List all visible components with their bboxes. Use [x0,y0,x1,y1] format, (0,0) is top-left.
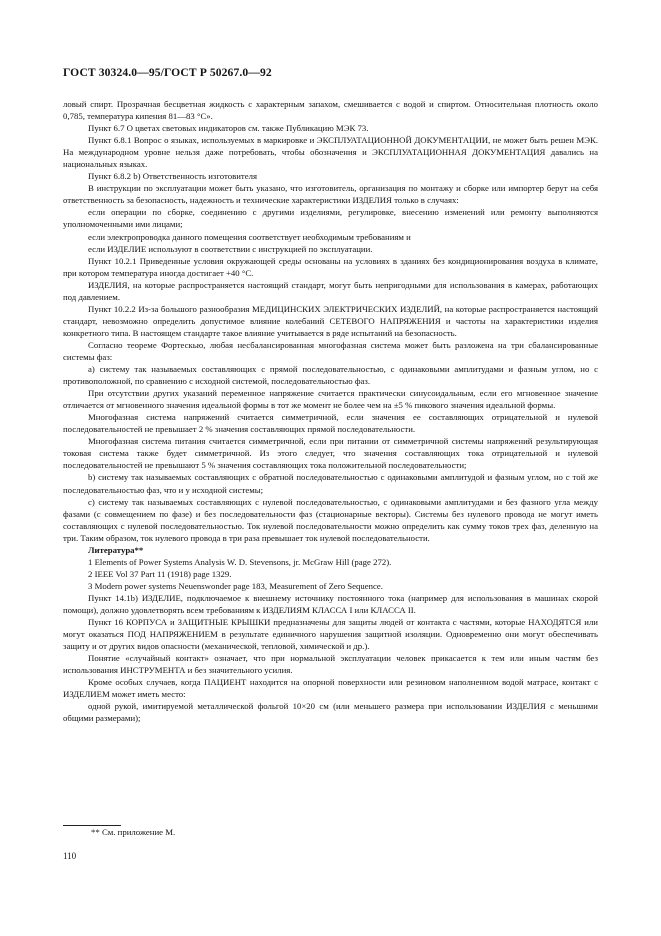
paragraph: а) систему так называемых составляющих с прямой последовательностью, с одинаковыми амплитудами и фазным углом, но с противоположной, по сравнению с исходной системой, последовательностью фаз. [63,364,598,387]
paragraph: если электропроводка данного помещения соответствует необходимым требованиям и [88,231,411,242]
paragraph: 2 IEEE Vol 37 Part 11 (1918) page 1329. [88,568,232,579]
paragraph: одной рукой, имитируемой металлической фольгой 10×20 см (или меньшего размера при использовании ИЗДЕЛИЯ с меньшими общими размерами); [63,701,598,724]
footnote: ** См. приложение М. [91,827,176,837]
paragraph: Литература** [88,544,144,555]
paragraph: ИЗДЕЛИЯ, на которые распространяется настоящий стандарт, могут быть непригодными для использования в камерах, работающих под давлением. [63,279,598,302]
paragraph: Пункт 10.2.1 Приведенные условия окружающей среды основаны на условиях в зданиях без кондиционирования воздуха в климате, при котором температура иногда достигает +40 °С. [63,255,598,278]
paragraph: Пункт 6.8.2 b) Ответственность изготовителя [88,171,258,182]
paragraph: Пункт 6.7 О цветах световых индикаторов см. также Публикацию МЭК 73. [88,123,369,134]
paragraph: если операции по сборке, соединению с другими изделиями, регулировке, внесению изменений или ремонту выполняются уполномоченными ими лицами; [63,207,598,230]
body-text [63,98,598,724]
paragraph: В инструкции по эксплуатации может быть указано, что изготовитель, организация по монтажу и сборке или импортер берут на себя ответственность за безопасность, надежность и технические характеристики ИЗДЕЛИЯ только в случаях: [63,183,598,206]
paragraph: Кроме особых случаев, когда ПАЦИЕНТ находится на опорной поверхности или резиновом наполненном водой матрасе, контакт с ИЗДЕЛИЕМ может иметь место: [63,677,598,700]
page-number: 110 [63,851,77,861]
paragraph: При отсутствии других указаний переменное напряжение считается практически синусоидальным, если его мгновенное значение отличается от мгновенного значения идеальной формы в тот же момент не более чем на ±5 % пикового значения идеальной формы. [63,388,598,411]
paragraph: Пункт 14.1b) ИЗДЕЛИЕ, подключаемое к внешнему источнику постоянного тока (например для использования в машинах скорой помощи), должно удовлетворять всем требованиям к ИЗДЕЛИЯМ КЛАССА I или КЛАССА II. [63,592,598,615]
paragraph: с) систему так называемых составляющих с нулевой последовательностью, с одинаковыми амплитудами и без фазного угла между фазами (с совмещением по фазе) и без последовательности фаз (стационарные векторы). Системы без нулевого провода не могут иметь составляющих с нулевой последовательностью. Ток нулевой последовательности можно определить как сумму токов трех фаз, деленную на три. Таким образом, ток нулевого провода в три раза превышает ток нулевой последовательности. [63,496,598,543]
paragraph: Согласно теореме Фортескью, любая несбалансированная многофазная система может быть разложена на три сбалансированные системы фаз: [63,339,598,362]
paragraph: b) систему так называемых составляющих с обратной последовательностью с одинаковыми амплитудой и фазным углом, но с той же последовательностью фаз, что и у исходной системы; [63,472,598,495]
paragraph: 1 Elements of Power Systems Analysis W. D. Stevensons, jr. McGraw Hill (page 272). [88,556,392,567]
paragraph: если ИЗДЕЛИЕ используют в соответствии с инструкцией по эксплуатации. [88,243,373,254]
paragraph: Пункт 10.2.2 Из-за большого разнообразия МЕДИЦИНСКИХ ЭЛЕКТРИЧЕСКИХ ИЗДЕЛИЙ, на которые распространяется настоящий стандарт, невозможно определить допустимое влияние колебаний СЕТЕВОГО НАПРЯЖЕНИЯ и частоты на характеристики изделия конкретного типа. В настоящем стандарте такое влияние учитывается в ряде испытаний на безопасность. [63,303,598,338]
paragraph: Пункт 6.8.1 Вопрос о языках, используемых в маркировке и ЭКСПЛУАТАЦИОННОЙ ДОКУМЕНТАЦИИ, не может быть решен МЭК. На международном уровне нельзя даже потребовать, чтобы обозначения и ЭКСПЛУАТАЦИОННАЯ ДОКУМЕНТАЦИЯ давались на национальных языках. [63,135,598,170]
paragraph: Понятие «случайный контакт» означает, что при нормальной эксплуатации человек прикасается к тем или иным частям без использования ИНСТРУМЕНТА и без значительного усилия. [63,653,598,676]
paragraph: 3 Modern power systems Neuenswonder page 183, Measurement of Zero Sequence. [88,580,383,591]
paragraph: Пункт 16 КОРПУСА и ЗАЩИТНЫЕ КРЫШКИ предназначены для защиты людей от контакта с частями, которые НАХОДЯТСЯ или могут оказаться ПОД НАПРЯЖЕНИЕМ в результате единичного нарушения защитной изоляции. Одновременно они могут обеспечивать защиту и от других видов опасности (механической, тепловой, химической и др.). [63,617,598,652]
paragraph: Многофазная система напряжений считается симметричной, если значения ее составляющих отрицательной и нулевой последовательностей не превышает 2 % значения составляющих прямой последовательности. [63,412,598,435]
standard-title: ГОСТ 30324.0—95/ГОСТ Р 50267.0—92 [63,66,272,79]
paragraph: ловый спирт. Прозрачная бесцветная жидкость с характерным запахом, смешивается с водой и спиртом. Относительная плотность около 0,785, температура кипения 81—83 °С». [63,99,598,122]
paragraph: Многофазная система питания считается симметричной, если при питании от симметричной системы напряжений результирующая токовая система также будет симметричной. Из этого следует, что значения составляющих тока отрицательной и нулевой последовательностей не превышают 5 % значения составляющих тока положительной последовательности; [63,436,598,471]
